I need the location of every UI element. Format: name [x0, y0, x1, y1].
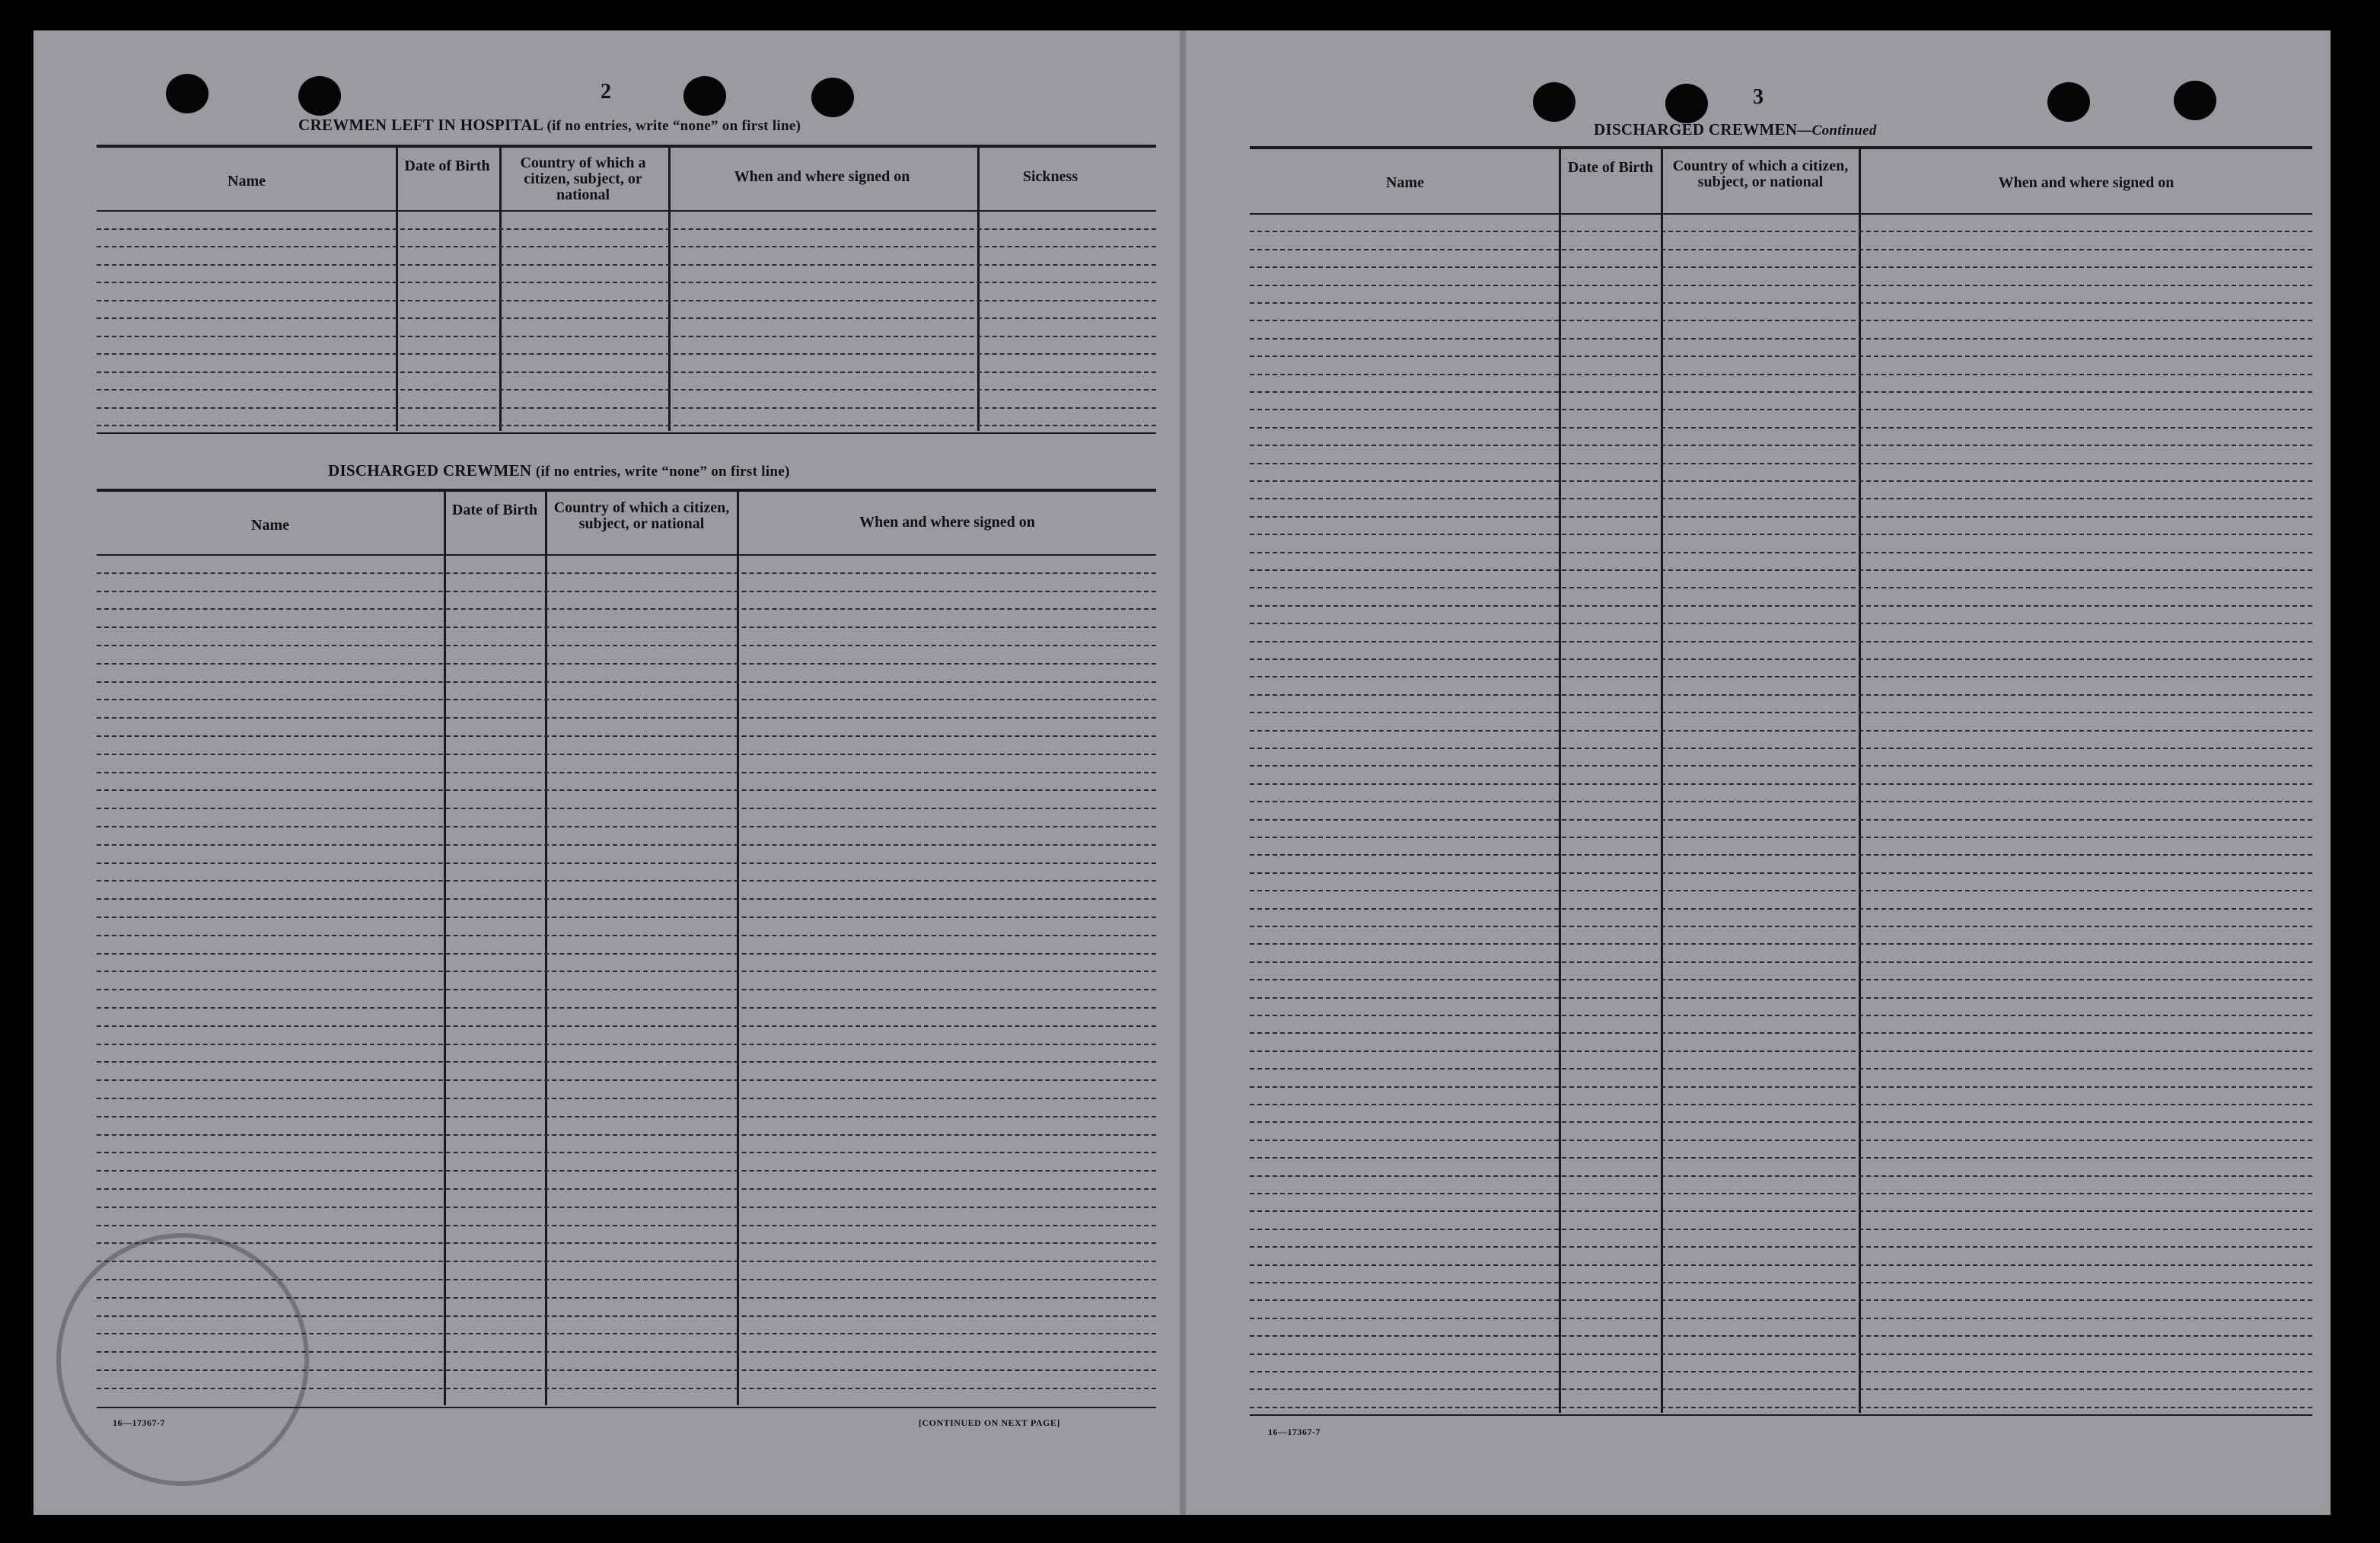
entry-line[interactable]	[1250, 1388, 2312, 1390]
entry-line[interactable]	[1250, 854, 2312, 856]
entry-line[interactable]	[1250, 427, 2312, 429]
entry-line[interactable]	[1250, 730, 2312, 732]
entry-line[interactable]	[1250, 374, 2312, 375]
entry-line[interactable]	[97, 407, 1156, 409]
entry-line[interactable]	[97, 1261, 1156, 1262]
entry-line[interactable]	[97, 1061, 1156, 1063]
entry-line[interactable]	[1250, 231, 2312, 232]
entry-line[interactable]	[1250, 516, 2312, 518]
entry-line[interactable]	[1250, 355, 2312, 357]
entry-line[interactable]	[97, 1297, 1156, 1299]
header-underline	[97, 210, 1156, 212]
entry-line[interactable]	[1250, 1407, 2312, 1408]
entry-line[interactable]	[1250, 569, 2312, 571]
entry-line[interactable]	[1250, 1050, 2312, 1052]
entry-line[interactable]	[1250, 1032, 2312, 1034]
entry-line[interactable]	[1250, 1193, 2312, 1194]
entry-line[interactable]	[97, 246, 1156, 247]
entry-line[interactable]	[1250, 908, 2312, 910]
entry-line[interactable]	[97, 1188, 1156, 1190]
form-number: 16—17367‑7	[113, 1417, 165, 1428]
punch-hole	[2047, 82, 2090, 122]
punch-hole	[298, 76, 341, 116]
entry-line[interactable]	[97, 717, 1156, 719]
col-country-header: Country of which a citizen, subject, or national	[520, 155, 646, 203]
entry-line[interactable]	[97, 971, 1156, 972]
entry-line[interactable]	[97, 844, 1156, 846]
entry-line[interactable]	[97, 371, 1156, 373]
punch-hole	[1665, 84, 1708, 123]
entry-line[interactable]	[1250, 1246, 2312, 1248]
punch-hole	[811, 78, 854, 117]
entry-line[interactable]	[97, 1315, 1156, 1317]
entry-line[interactable]	[97, 1333, 1156, 1334]
entry-line[interactable]	[1250, 1371, 2312, 1372]
table-bottom-rule	[1250, 1414, 2312, 1416]
entry-line[interactable]	[1250, 676, 2312, 677]
punch-hole	[2174, 81, 2216, 120]
entry-line[interactable]	[97, 626, 1156, 628]
entry-line[interactable]	[97, 1242, 1156, 1244]
right-page	[1186, 30, 2331, 1515]
entry-line[interactable]	[1250, 694, 2312, 696]
entry-line[interactable]	[1250, 1229, 2312, 1230]
entry-line[interactable]	[1250, 391, 2312, 393]
col-signed-on-header: When and where signed on	[859, 514, 1035, 531]
header-underline	[97, 554, 1156, 556]
entry-line[interactable]	[1250, 1175, 2312, 1177]
entry-line[interactable]	[97, 1044, 1156, 1045]
hospital-section-title: CREWMEN LEFT IN HOSPITAL (if no entries, write “none” on first line)	[298, 116, 801, 134]
entry-line[interactable]	[97, 1388, 1156, 1389]
entry-line[interactable]	[1250, 249, 2312, 250]
table-top-rule	[97, 145, 1156, 148]
entry-line[interactable]	[97, 1369, 1156, 1371]
entry-line[interactable]	[1250, 552, 2312, 553]
entry-line[interactable]	[1250, 1318, 2312, 1319]
entry-line[interactable]	[97, 935, 1156, 936]
page-fold	[1180, 30, 1186, 1515]
entry-line[interactable]	[97, 228, 1156, 230]
table-top-rule	[1250, 146, 2312, 149]
entry-line[interactable]	[97, 1116, 1156, 1117]
entry-line[interactable]	[1250, 748, 2312, 749]
entry-line[interactable]	[1250, 320, 2312, 321]
entry-line[interactable]	[1250, 445, 2312, 446]
entry-line[interactable]	[97, 1025, 1156, 1027]
col-signed-on-header: When and where signed on	[734, 168, 910, 185]
entry-line[interactable]	[1250, 1299, 2312, 1301]
entry-line[interactable]	[1250, 872, 2312, 874]
entry-line[interactable]	[1250, 1086, 2312, 1088]
discharged-continued-title: DISCHARGED CREWMEN—Continued	[1594, 120, 1877, 139]
entry-line[interactable]	[1250, 1015, 2312, 1016]
stamp-mark	[56, 1233, 309, 1486]
left-page	[33, 30, 1180, 1515]
col-dob-header: Date of Birth	[451, 502, 538, 518]
entry-line[interactable]	[97, 1152, 1156, 1153]
entry-line[interactable]	[1250, 712, 2312, 713]
entry-line[interactable]	[1250, 801, 2312, 802]
column-rule	[977, 146, 980, 431]
entry-line[interactable]	[1250, 1157, 2312, 1159]
entry-line[interactable]	[97, 880, 1156, 881]
entry-line[interactable]	[97, 989, 1156, 990]
entry-line[interactable]	[97, 1207, 1156, 1208]
col-signed-on-header: When and where signed on	[1998, 174, 2174, 191]
entry-line[interactable]	[97, 1079, 1156, 1081]
entry-line[interactable]	[1250, 1264, 2312, 1266]
entry-line[interactable]	[1250, 1140, 2312, 1141]
entry-line[interactable]	[1250, 943, 2312, 945]
entry-line[interactable]	[1250, 783, 2312, 785]
entry-line[interactable]	[97, 789, 1156, 791]
entry-line[interactable]	[97, 572, 1156, 574]
entry-line[interactable]	[97, 282, 1156, 283]
discharged-section-title: DISCHARGED CREWMEN (if no entries, write “none” on first line)	[328, 461, 790, 480]
entry-line[interactable]	[97, 826, 1156, 827]
entry-line[interactable]	[1250, 1335, 2312, 1337]
entry-line[interactable]	[1250, 658, 2312, 660]
entry-line[interactable]	[97, 808, 1156, 809]
entry-line[interactable]	[1250, 587, 2312, 588]
table-bottom-rule	[97, 432, 1156, 434]
table-top-rule	[97, 489, 1156, 492]
entry-line[interactable]	[97, 1351, 1156, 1353]
entry-line[interactable]	[97, 336, 1156, 337]
header-underline	[1250, 213, 2312, 215]
entry-line[interactable]	[97, 591, 1156, 592]
entry-line[interactable]	[97, 735, 1156, 737]
entry-line[interactable]	[97, 1098, 1156, 1099]
entry-line[interactable]	[97, 1007, 1156, 1009]
entry-line[interactable]	[1250, 498, 2312, 499]
entry-line[interactable]	[97, 898, 1156, 900]
page-number: 3	[1753, 85, 1763, 109]
column-rule	[396, 146, 398, 431]
entry-line[interactable]	[97, 772, 1156, 773]
col-dob-header: Date of Birth	[404, 158, 490, 174]
entry-line[interactable]	[1250, 641, 2312, 642]
entry-line[interactable]	[1250, 463, 2312, 464]
entry-line[interactable]	[97, 300, 1156, 301]
entry-line[interactable]	[97, 1170, 1156, 1172]
column-rule	[499, 146, 502, 431]
entry-line[interactable]	[97, 663, 1156, 665]
entry-line[interactable]	[97, 608, 1156, 610]
col-name-header: Name	[251, 517, 289, 534]
entry-line[interactable]	[1250, 409, 2312, 410]
entry-line[interactable]	[1250, 1353, 2312, 1355]
continued-note: [CONTINUED ON NEXT PAGE]	[919, 1417, 1060, 1428]
entry-line[interactable]	[1250, 605, 2312, 607]
entry-line[interactable]	[1250, 819, 2312, 821]
entry-line[interactable]	[97, 353, 1156, 355]
entry-line[interactable]	[97, 1279, 1156, 1280]
col-sickness-header: Sickness	[1022, 168, 1078, 185]
entry-line[interactable]	[1250, 926, 2312, 927]
entry-line[interactable]	[1250, 997, 2312, 999]
entry-line[interactable]	[97, 754, 1156, 755]
col-dob-header: Date of Birth	[1567, 159, 1654, 176]
entry-line[interactable]	[1250, 534, 2312, 535]
punch-hole	[166, 74, 209, 113]
entry-line[interactable]	[97, 917, 1156, 918]
entry-line[interactable]	[1250, 979, 2312, 980]
punch-hole	[1533, 82, 1576, 122]
entry-line[interactable]	[97, 645, 1156, 646]
entry-line[interactable]	[1250, 1282, 2312, 1283]
column-rule	[668, 146, 671, 431]
entry-line[interactable]	[1250, 1121, 2312, 1123]
entry-line[interactable]	[97, 953, 1156, 955]
entry-line[interactable]	[97, 681, 1156, 683]
entry-line[interactable]	[1250, 1104, 2312, 1105]
entry-line[interactable]	[1250, 623, 2312, 624]
entry-line[interactable]	[97, 1134, 1156, 1136]
entry-line[interactable]	[1250, 765, 2312, 767]
entry-line[interactable]	[97, 317, 1156, 319]
col-country-header: Country of which a citizen, subject, or national	[1672, 158, 1849, 190]
entry-line[interactable]	[97, 862, 1156, 864]
entry-line[interactable]	[97, 699, 1156, 700]
entry-line[interactable]	[1250, 1210, 2312, 1212]
entry-line[interactable]	[97, 389, 1156, 391]
entry-line[interactable]	[97, 425, 1156, 426]
col-name-header: Name	[1386, 174, 1424, 191]
entry-line[interactable]	[1250, 302, 2312, 304]
entry-line[interactable]	[97, 1225, 1156, 1226]
form-number: 16—17367‑7	[1268, 1427, 1321, 1437]
punch-hole	[683, 76, 726, 116]
entry-line[interactable]	[1250, 266, 2312, 268]
entry-line[interactable]	[97, 264, 1156, 266]
page-number: 2	[601, 80, 611, 104]
entry-line[interactable]	[1250, 480, 2312, 482]
entry-line[interactable]	[1250, 285, 2312, 286]
entry-line[interactable]	[1250, 837, 2312, 838]
entry-line[interactable]	[1250, 890, 2312, 891]
col-name-header: Name	[228, 173, 266, 190]
col-country-header: Country of which a citizen, subject, or national	[553, 499, 730, 532]
entry-line[interactable]	[1250, 338, 2312, 340]
entry-line[interactable]	[1250, 961, 2312, 963]
entry-line[interactable]	[1250, 1068, 2312, 1070]
